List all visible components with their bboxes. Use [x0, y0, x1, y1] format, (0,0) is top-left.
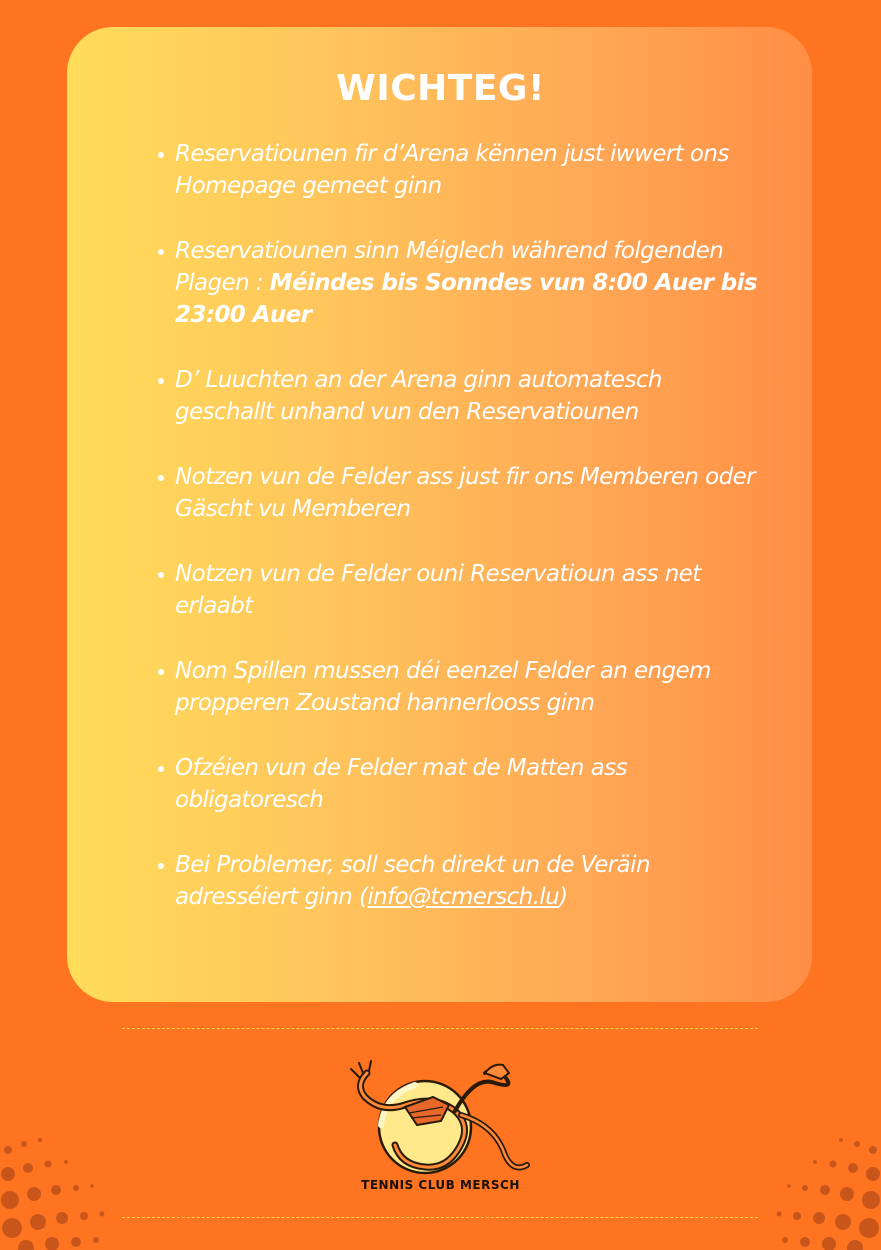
halftone-dots-left [0, 1130, 110, 1250]
contact-email-link[interactable]: info@tcmersch.lu [367, 884, 560, 910]
club-name: TENNIS CLUB MERSCH [361, 1178, 520, 1192]
rule-item: Notzen vun de Felder ouni Reservatioun ass net erlaabt [175, 558, 765, 622]
rule-item: Nom Spillen mussen déi eenzel Felder an engem propperen Zoustand hannerlooss ginn [175, 655, 765, 719]
rule-item: Bei Problemer, soll sech direkt un de Veräin adresséiert ginn (info@tcmersch.lu) [175, 849, 765, 913]
divider-bottom [122, 1217, 758, 1218]
rules-list [175, 138, 765, 946]
rule-item: D’ Luuchten an der Arena ginn automatesch geschallt unhand vun den Reservatiounen [175, 364, 765, 428]
halftone-dots-right [771, 1130, 881, 1250]
rule-item: Reservatiounen fir d’Arena kënnen just iwwert ons Homepage gemeet ginn [175, 138, 765, 202]
rule-item: Notzen vun de Felder ass just fir ons Memberen oder Gäscht vu Memberen [175, 461, 765, 525]
page-title: WICHTEG! [336, 68, 545, 109]
rule-item: Reservatiounen sinn Méiglech während folgenden Plagen : Méindes bis Sonndes vun 8:00 Auer bis 23:00 Auer [175, 235, 765, 331]
opening-hours: Méindes bis Sonndes vun 8:00 Auer bis 23:00 Auer [175, 270, 758, 328]
dragon-ball-logo-icon [345, 1055, 535, 1180]
rule-item: Ofzéien vun de Felder mat de Matten ass obligatoresch [175, 752, 765, 816]
divider-top [122, 1028, 758, 1029]
